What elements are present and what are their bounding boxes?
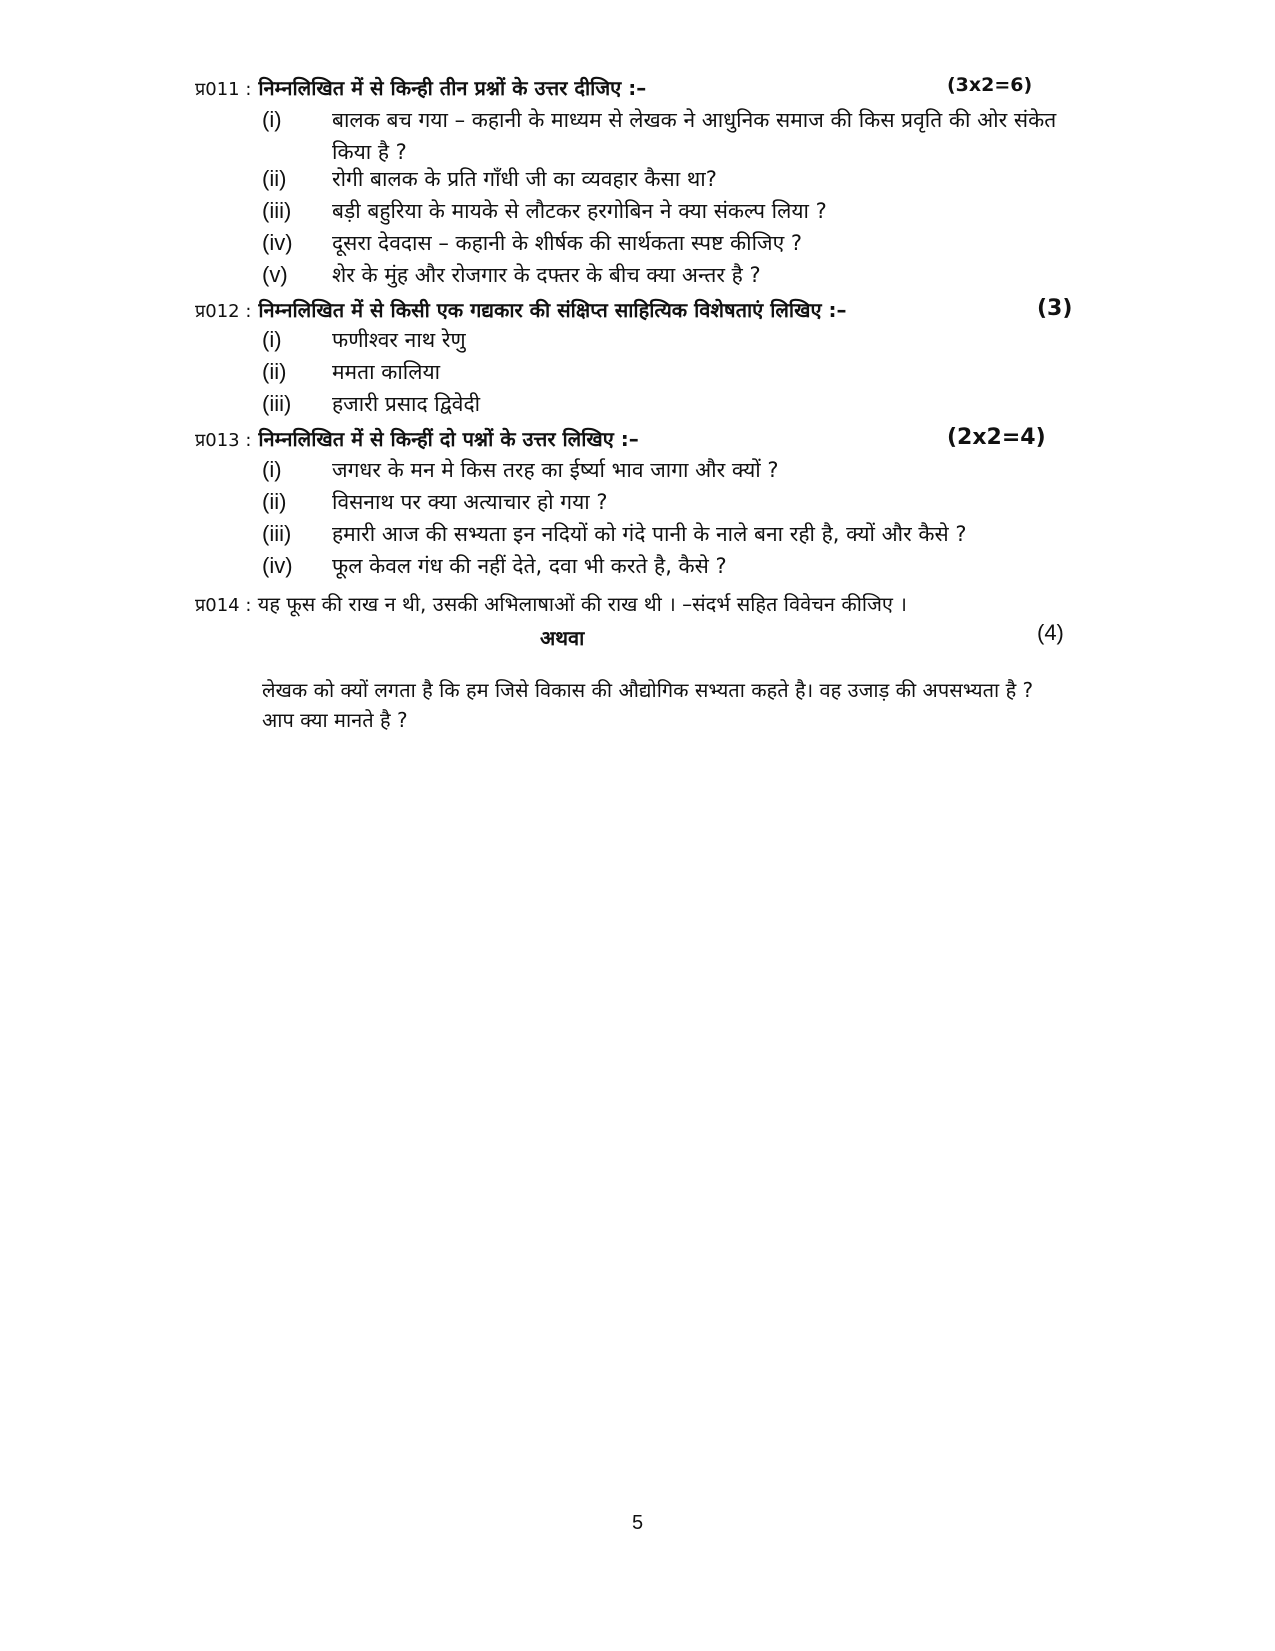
q12-heading	[195, 296, 1075, 326]
item-label: (i)	[262, 107, 282, 132]
q13-heading	[195, 425, 1075, 455]
q14-line	[195, 590, 1075, 617]
item-text: फणीश्वर नाथ रेणु	[332, 328, 466, 352]
item-label: (i)	[262, 457, 282, 482]
item-label: (v)	[262, 262, 288, 287]
q14-alternative-text: लेखक को क्यों लगता है कि हम जिसे विकास की औद्योगिक सभ्यता कहते है। वह उजाड़ की अपसभ्यता है ? आप क्या मानते है ?	[262, 678, 1034, 732]
or-label: अथवा	[540, 626, 585, 650]
item-label: (iii)	[262, 198, 292, 223]
q14-marks: (4)	[1037, 620, 1064, 645]
q12-heading-text: निम्नलिखित में से किसी एक गद्यकार की संक्षिप्त साहित्यिक विशेषताएं लिखिए :–	[258, 298, 847, 322]
item-text: हमारी आज की सभ्यता इन नदियों को गंदे पानी के नाले बना रही है, क्यों और कैसे ?	[332, 522, 967, 546]
q11-number: प्र011 :	[195, 79, 252, 100]
item-label: (ii)	[262, 489, 287, 514]
q13-heading-text: निम्नलिखित में से किन्हीं दो पश्नों के उत्तर लिखिए :–	[258, 427, 639, 451]
q11-marks: (3x2=6)	[947, 74, 1033, 96]
item-label: (i)	[262, 327, 282, 352]
q13-marks: (2x2=4)	[947, 425, 1046, 450]
q14-number: प्र014 :	[195, 595, 252, 616]
q11-heading-text: निम्नलिखित में से किन्ही तीन प्रश्नों के उत्तर दीजिए :–	[258, 76, 647, 100]
item-label: (iv)	[262, 553, 293, 578]
item-label: (ii)	[262, 166, 287, 191]
item-text: दूसरा देवदास – कहानी के शीर्षक की सार्थकता स्पष्ट कीजिए ?	[332, 231, 803, 255]
item-text: हजारी प्रसाद द्विवेदी	[332, 392, 481, 416]
item-label: (iii)	[262, 521, 292, 546]
item-text: जगधर के मन मे किस तरह का ईर्ष्या भाव जागा और क्यों ?	[332, 458, 779, 482]
item-text: बड़ी बहुरिया के मायके से लौटकर हरगोबिन ने क्या संकल्प लिया ?	[332, 199, 827, 223]
q11-item	[262, 104, 1092, 168]
q11-heading	[195, 74, 1075, 104]
q12-number: प्र012 :	[195, 301, 252, 322]
item-text: बालक बच गया – कहानी के माध्यम से लेखक ने आधुनिक समाज की किस प्रवृति की ओर संकेत किया है ?	[332, 108, 1057, 164]
item-label: (iv)	[262, 230, 293, 255]
item-text: विसनाथ पर क्या अत्याचार हो गया ?	[332, 490, 608, 514]
item-text: रोगी बालक के प्रति गाँधी जी का व्यवहार कैसा था?	[332, 167, 717, 191]
item-label: (ii)	[262, 359, 287, 384]
item-label: (iii)	[262, 391, 292, 416]
item-text: शेर के मुंह और रोजगार के दफ्तर के बीच क्या अन्तर है ?	[332, 263, 761, 287]
q13-number: प्र013 :	[195, 430, 252, 451]
q14-text: यह फूस की राख न थी, उसकी अभिलाषाओं की राख थी । –संदर्भ सहित विवेचन कीजिए ।	[257, 592, 907, 616]
page-number: 5	[631, 1512, 644, 1534]
item-text: ममता कालिया	[332, 360, 441, 384]
q12-marks: (3)	[1037, 296, 1073, 321]
item-text: फूल केवल गंध की नहीं देते, दवा भी करते है, कैसे ?	[332, 554, 727, 578]
